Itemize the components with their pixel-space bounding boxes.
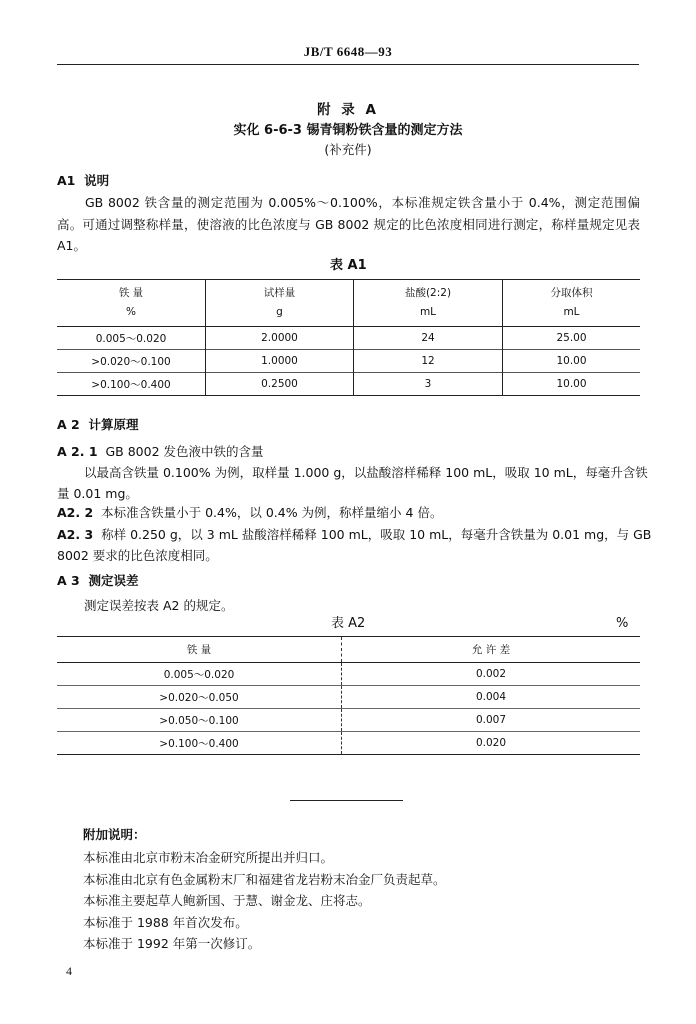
table-a1-header-acid: 盐酸(2:2) mL xyxy=(354,280,503,327)
section-a3-text: 测定误差按表 A2 的规定。 xyxy=(84,598,234,613)
table-row xyxy=(57,373,640,396)
appendix-title: 附 录 A xyxy=(317,102,379,118)
table-cell: 0.005～0.020 xyxy=(57,663,342,686)
table-a2-caption: 表 A2 xyxy=(331,616,366,631)
note-line: 本标准于 1988 年首次发布。 xyxy=(83,915,248,930)
section-a3-title: 测定误差 xyxy=(88,573,139,588)
table-row xyxy=(57,686,640,709)
table-cell: 10.00 xyxy=(503,350,641,373)
table-cell: 0.007 xyxy=(342,709,641,732)
section-a1-title: 说明 xyxy=(84,173,110,188)
table-a1-header-volume: 分取体积 mL xyxy=(503,280,641,327)
page-number: 4 xyxy=(66,964,72,978)
subsection-a21-line2: 量 0.01 mg。 xyxy=(57,486,138,501)
subsection-a21-line1: 以最高含铁量 0.100% 为例，取样量 1.000 g，以盐酸溶样稀释 100 mL，吸取 10 mL，每毫升含铁 xyxy=(84,465,648,480)
note-line: 本标准由北京有色金属粉末厂和福建省龙岩粉末冶金厂负责起草。 xyxy=(83,872,446,887)
table-cell: 12 xyxy=(354,350,503,373)
subsection-a23 xyxy=(57,525,651,545)
subsection-a23-line2: 8002 要求的比色浓度相同。 xyxy=(57,548,218,563)
table-a1-header-sample: 试样量 g xyxy=(206,280,354,327)
subsection-a21 xyxy=(57,442,264,462)
subsection-a23-line1: 称样 0.250 g，以 3 mL 盐酸溶样稀释 100 mL，吸取 10 mL，每毫升含铁量为 0.01 mg，与 GB xyxy=(101,527,652,542)
notes-title: 附加说明： xyxy=(83,827,146,842)
note-line: 本标准主要起草人鲍新国、于慧、谢金龙、庄将志。 xyxy=(83,893,371,908)
table-cell: >0.100～0.400 xyxy=(57,373,206,396)
table-cell: >0.050～0.100 xyxy=(57,709,342,732)
subsection-a21-title: GB 8002 发色液中铁的含量 xyxy=(105,444,264,459)
section-a2-title: 计算原理 xyxy=(88,417,139,432)
table-cell: >0.020～0.050 xyxy=(57,686,342,709)
table-cell: 0.020 xyxy=(342,732,641,755)
table-a2-header-tolerance: 允 许 差 xyxy=(342,637,641,663)
note-line: 本标准于 1992 年第一次修订。 xyxy=(83,936,261,951)
section-a1-heading xyxy=(57,171,109,191)
subsection-a22-text: 本标准含铁量小于 0.4%，以 0.4% 为例，称样量缩小 4 倍。 xyxy=(101,505,443,520)
table-cell: 2.0000 xyxy=(206,327,354,350)
table-cell: 10.00 xyxy=(503,373,641,396)
section-a1-number: A1 xyxy=(57,173,76,188)
section-a3-heading xyxy=(57,571,138,591)
note-line: 本标准由北京市粉末冶金研究所提出并归口。 xyxy=(83,850,334,865)
table-cell: 0.004 xyxy=(342,686,641,709)
table-cell: 0.005～0.020 xyxy=(57,327,206,350)
section-a2-heading xyxy=(57,415,138,435)
table-row xyxy=(57,663,640,686)
section-a2-number: A 2 xyxy=(57,417,80,432)
appendix-subtitle: 实化 6-6-3 锡青铜粉铁含量的测定方法 xyxy=(233,123,463,138)
table-row xyxy=(57,732,640,755)
table-a2-header-iron: 铁 量 xyxy=(57,637,342,663)
table-a1 xyxy=(57,279,640,396)
appendix-supplement: (补充件) xyxy=(324,142,372,157)
document-code-header: JB/T 6648—93 xyxy=(303,44,393,59)
section-a3-number: A 3 xyxy=(57,573,80,588)
subsection-a22 xyxy=(57,503,442,523)
subsection-a22-number: A2. 2 xyxy=(57,505,94,520)
table-cell: >0.100～0.400 xyxy=(57,732,342,755)
table-cell: 0.2500 xyxy=(206,373,354,396)
table-cell: 25.00 xyxy=(503,327,641,350)
table-a2 xyxy=(57,636,640,755)
table-row xyxy=(57,327,640,350)
table-a1-header-iron: 铁 量 % xyxy=(57,280,206,327)
table-cell: >0.020～0.100 xyxy=(57,350,206,373)
table-a2-unit: % xyxy=(616,616,629,631)
table-row xyxy=(57,709,640,732)
table-a1-caption: 表 A1 xyxy=(330,258,367,273)
table-cell: 0.002 xyxy=(342,663,641,686)
notes-separator xyxy=(290,800,403,801)
subsection-a23-number: A2. 3 xyxy=(57,527,94,542)
section-a1-text: GB 8002 铁含量的测定范围为 0.005%～0.100%，本标准规定铁含量小于 0.4%，测定范围偏高。可通过调整称样量，使溶液的比色浓度与 GB 8002 规定的比色浓度相同进行测定，称样量规定见表 A1。 xyxy=(57,195,640,253)
header-rule xyxy=(57,64,639,65)
table-cell: 1.0000 xyxy=(206,350,354,373)
subsection-a21-number: A 2. 1 xyxy=(57,444,98,459)
table-cell: 3 xyxy=(354,373,503,396)
table-row xyxy=(57,350,640,373)
table-cell: 24 xyxy=(354,327,503,350)
